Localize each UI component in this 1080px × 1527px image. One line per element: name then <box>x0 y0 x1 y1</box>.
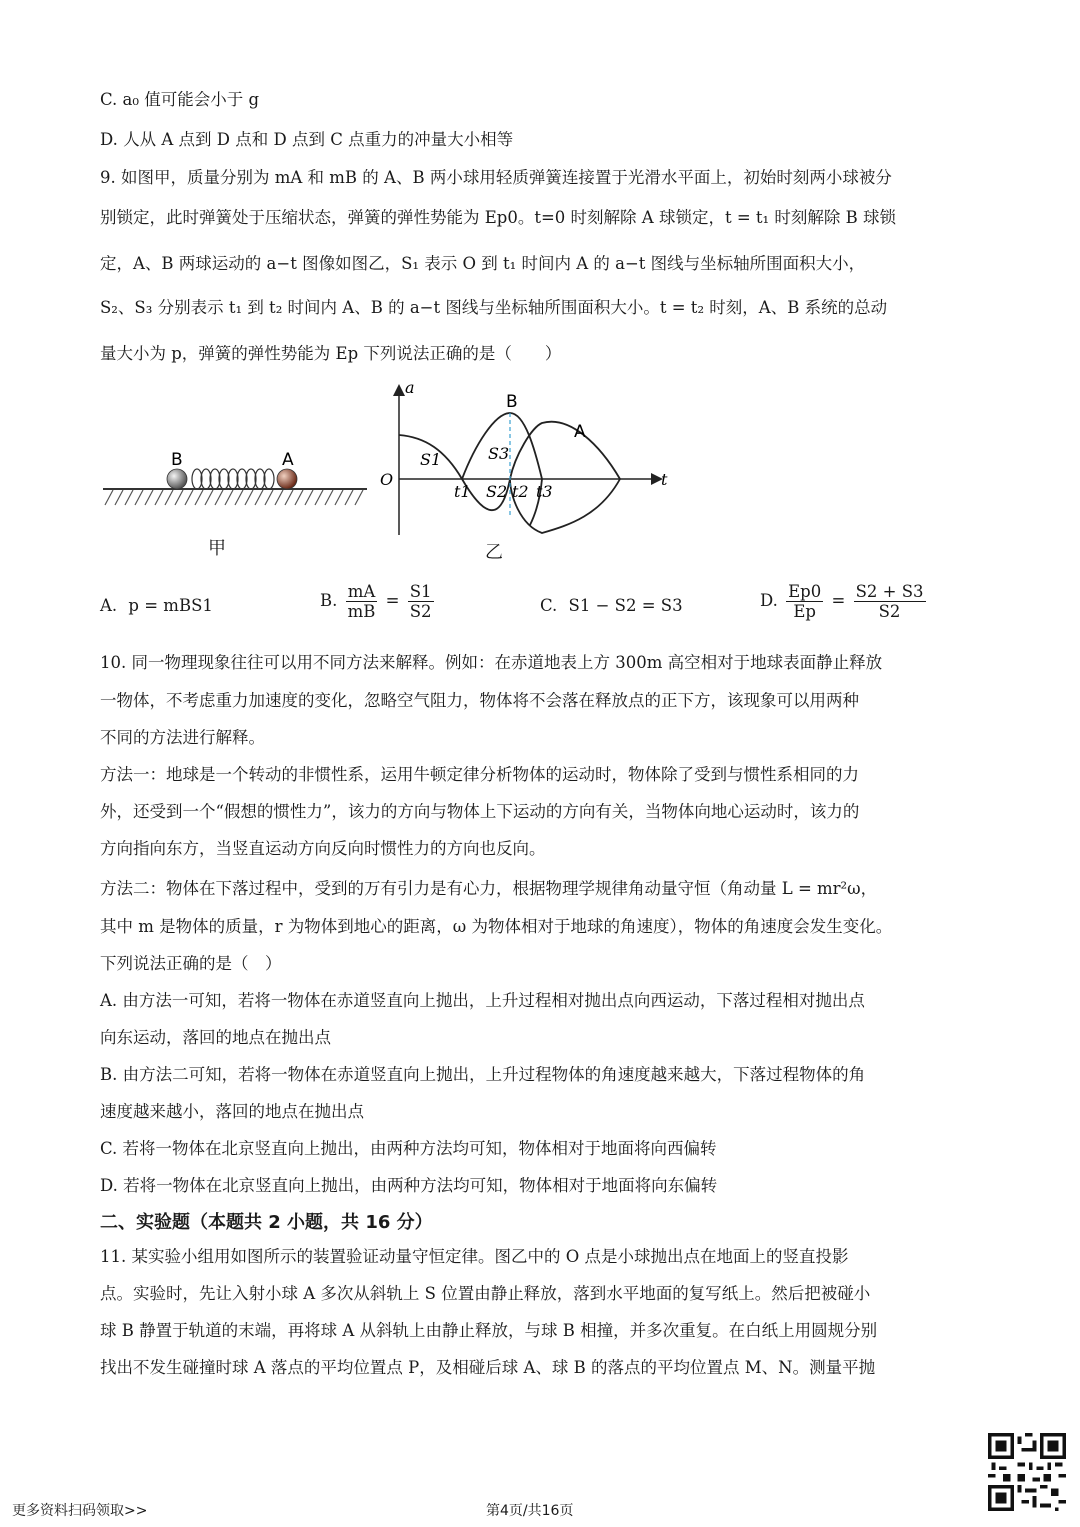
q10-stem-line2: 一物体，不考虑重力加速度的变化，忽略空气阻力，物体将不会落在释放点的正下方，该现象可以用两种 <box>100 691 859 710</box>
q10-option-d: D. 若将一物体在北京竖直向上抛出，由两种方法均可知，物体相对于地面将向东偏转 <box>100 1176 718 1195</box>
q10-option-b-line1: B. 由方法二可知，若将一物体在赤道竖直向上抛出，上升过程物体的角速度越来越大，下落过程物体的角 <box>100 1065 866 1084</box>
q9-option-c: C. S1 − S2 = S3 <box>540 596 683 615</box>
q8-option-d: D. 人从 A 点到 D 点和 D 点到 C 点重力的冲量大小相等 <box>100 130 514 149</box>
q10-method2-line3: 下列说法正确的是（ ） <box>100 954 282 973</box>
caption-yi: 乙 <box>485 542 503 563</box>
footer-scan-link[interactable]: 更多资料扫码领取>> <box>12 1503 148 1519</box>
area-s3: S3 <box>488 444 510 463</box>
curve-a-label: A <box>574 422 586 442</box>
q8-option-c: C. a₀ 值可能会小于 g <box>100 90 260 109</box>
q9-stem-line5: 量大小为 p，弹簧的弹性势能为 Ep 下列说法正确的是（ ） <box>100 344 562 363</box>
q10-stem-line3: 不同的方法进行解释。 <box>100 728 265 747</box>
q10-method2-line1: 方法二：物体在下落过程中，受到的万有引力是有心力，根据物理学规律角动量守恒（角动量 L = mr²ω， <box>100 879 878 898</box>
tick-t2: t2 <box>512 482 529 501</box>
q11-stem-line4: 找出不发生碰撞时球 A 落点的平均位置点 P，及相碰后球 A、球 B 的落点的平均位置点 M、N。测量平抛 <box>100 1358 876 1377</box>
axis-t-label: t <box>661 470 668 489</box>
area-s1: S1 <box>420 450 442 469</box>
ball-b <box>167 469 187 489</box>
spring <box>192 469 274 489</box>
q9-stem-line1: 9. 如图甲，质量分别为 mA 和 mB 的 A、B 两小球用轻质弹簧连接置于光滑水平面上，初始时刻两小球被分 <box>100 168 892 187</box>
q10-stem-line1: 10. 同一物理现象往往可以用不同方法来解释。例如：在赤道地表上方 300m 高空相对于地球表面静止释放 <box>100 653 883 672</box>
curve-b-label: B <box>506 392 518 412</box>
origin-label: O <box>380 470 394 489</box>
figure-yi <box>370 375 680 540</box>
section-heading: 二、实验题（本题共 2 小题，共 16 分） <box>100 1212 433 1233</box>
q10-option-a-line2: 向东运动，落回的地点在抛出点 <box>100 1028 331 1047</box>
q11-stem-line3: 球 B 静置于轨道的末端，再将球 A 从斜轨上由静止释放，与球 B 相撞，并多次重复。在白纸上用圆规分别 <box>100 1321 878 1340</box>
q11-stem-line2: 点。实验时，先让入射小球 A 多次从斜轨上 S 位置由静止释放，落到水平地面的复写纸上。然后把被碰小 <box>100 1284 871 1303</box>
page-number: 第4页/共16页 <box>486 1503 574 1519</box>
q10-method2-line2: 其中 m 是物体的质量，r 为物体到地心的距离，ω 为物体相对于地球的角速度），物体的角速度会发生变化。 <box>100 917 893 936</box>
q10-method1-line2: 外，还受到一个“假想的惯性力”，该力的方向与物体上下运动的方向有关，当物体向地心运动时，该力的 <box>100 802 860 821</box>
figure-jia <box>95 445 375 515</box>
curve-b <box>462 413 542 525</box>
q10-option-b-line2: 速度越来越小，落回的地点在抛出点 <box>100 1102 364 1121</box>
area-s2: S2 <box>486 482 508 501</box>
q9-stem-line3: 定，A、B 两球运动的 a−t 图像如图乙，S₁ 表示 O 到 t₁ 时间内 A 的 a−t 图线与坐标轴所围面积大小， <box>100 254 866 273</box>
q9-stem-line2: 别锁定，此时弹簧处于压缩状态，弹簧的弹性势能为 Ep0。t=0 时刻解除 A 球锁定，t = t₁ 时刻解除 B 球锁 <box>100 208 897 227</box>
q10-option-c: C. 若将一物体在北京竖直向上抛出，由两种方法均可知，物体相对于地面将向西偏转 <box>100 1139 717 1158</box>
label-b: B <box>171 450 183 470</box>
qr-code[interactable] <box>988 1433 1066 1511</box>
q10-method1-line1: 方法一：地球是一个转动的非惯性系，运用牛顿定律分析物体的运动时，物体除了受到与惯性系相同的力 <box>100 765 859 784</box>
q9-option-d: D. $\frac{Ep0}{Ep}$ = $\frac{S2 + S3}{S2}$ <box>760 582 924 621</box>
tick-t1: t1 <box>454 482 471 501</box>
q11-stem-line1: 11. 某实验小组用如图所示的装置验证动量守恒定律。图乙中的 O 点是小球抛出点在地面上的竖直投影 <box>100 1247 849 1266</box>
tick-t3: t3 <box>536 482 553 501</box>
axis-a-label: a <box>405 378 415 397</box>
q9-option-b: B. $\frac{mA}{mB}$ = $\frac{S1}{S2}$ <box>320 582 432 621</box>
q9-stem-line4: S₂、S₃ 分别表示 t₁ 到 t₂ 时间内 A、B 的 a−t 图线与坐标轴所围面积大小。t = t₂ 时刻，A、B 系统的总动 <box>100 298 888 317</box>
q10-method1-line3: 方向指向东方，当竖直运动方向反向时惯性力的方向也反向。 <box>100 839 546 858</box>
q10-option-a-line1: A. 由方法一可知，若将一物体在赤道竖直向上抛出，上升过程相对抛出点向西运动，下落过程相对抛出点 <box>100 991 865 1010</box>
caption-jia: 甲 <box>208 538 226 559</box>
label-a: A <box>282 450 294 470</box>
q9-option-a: A. p = mBS1 <box>100 596 213 615</box>
ball-a <box>277 469 297 489</box>
